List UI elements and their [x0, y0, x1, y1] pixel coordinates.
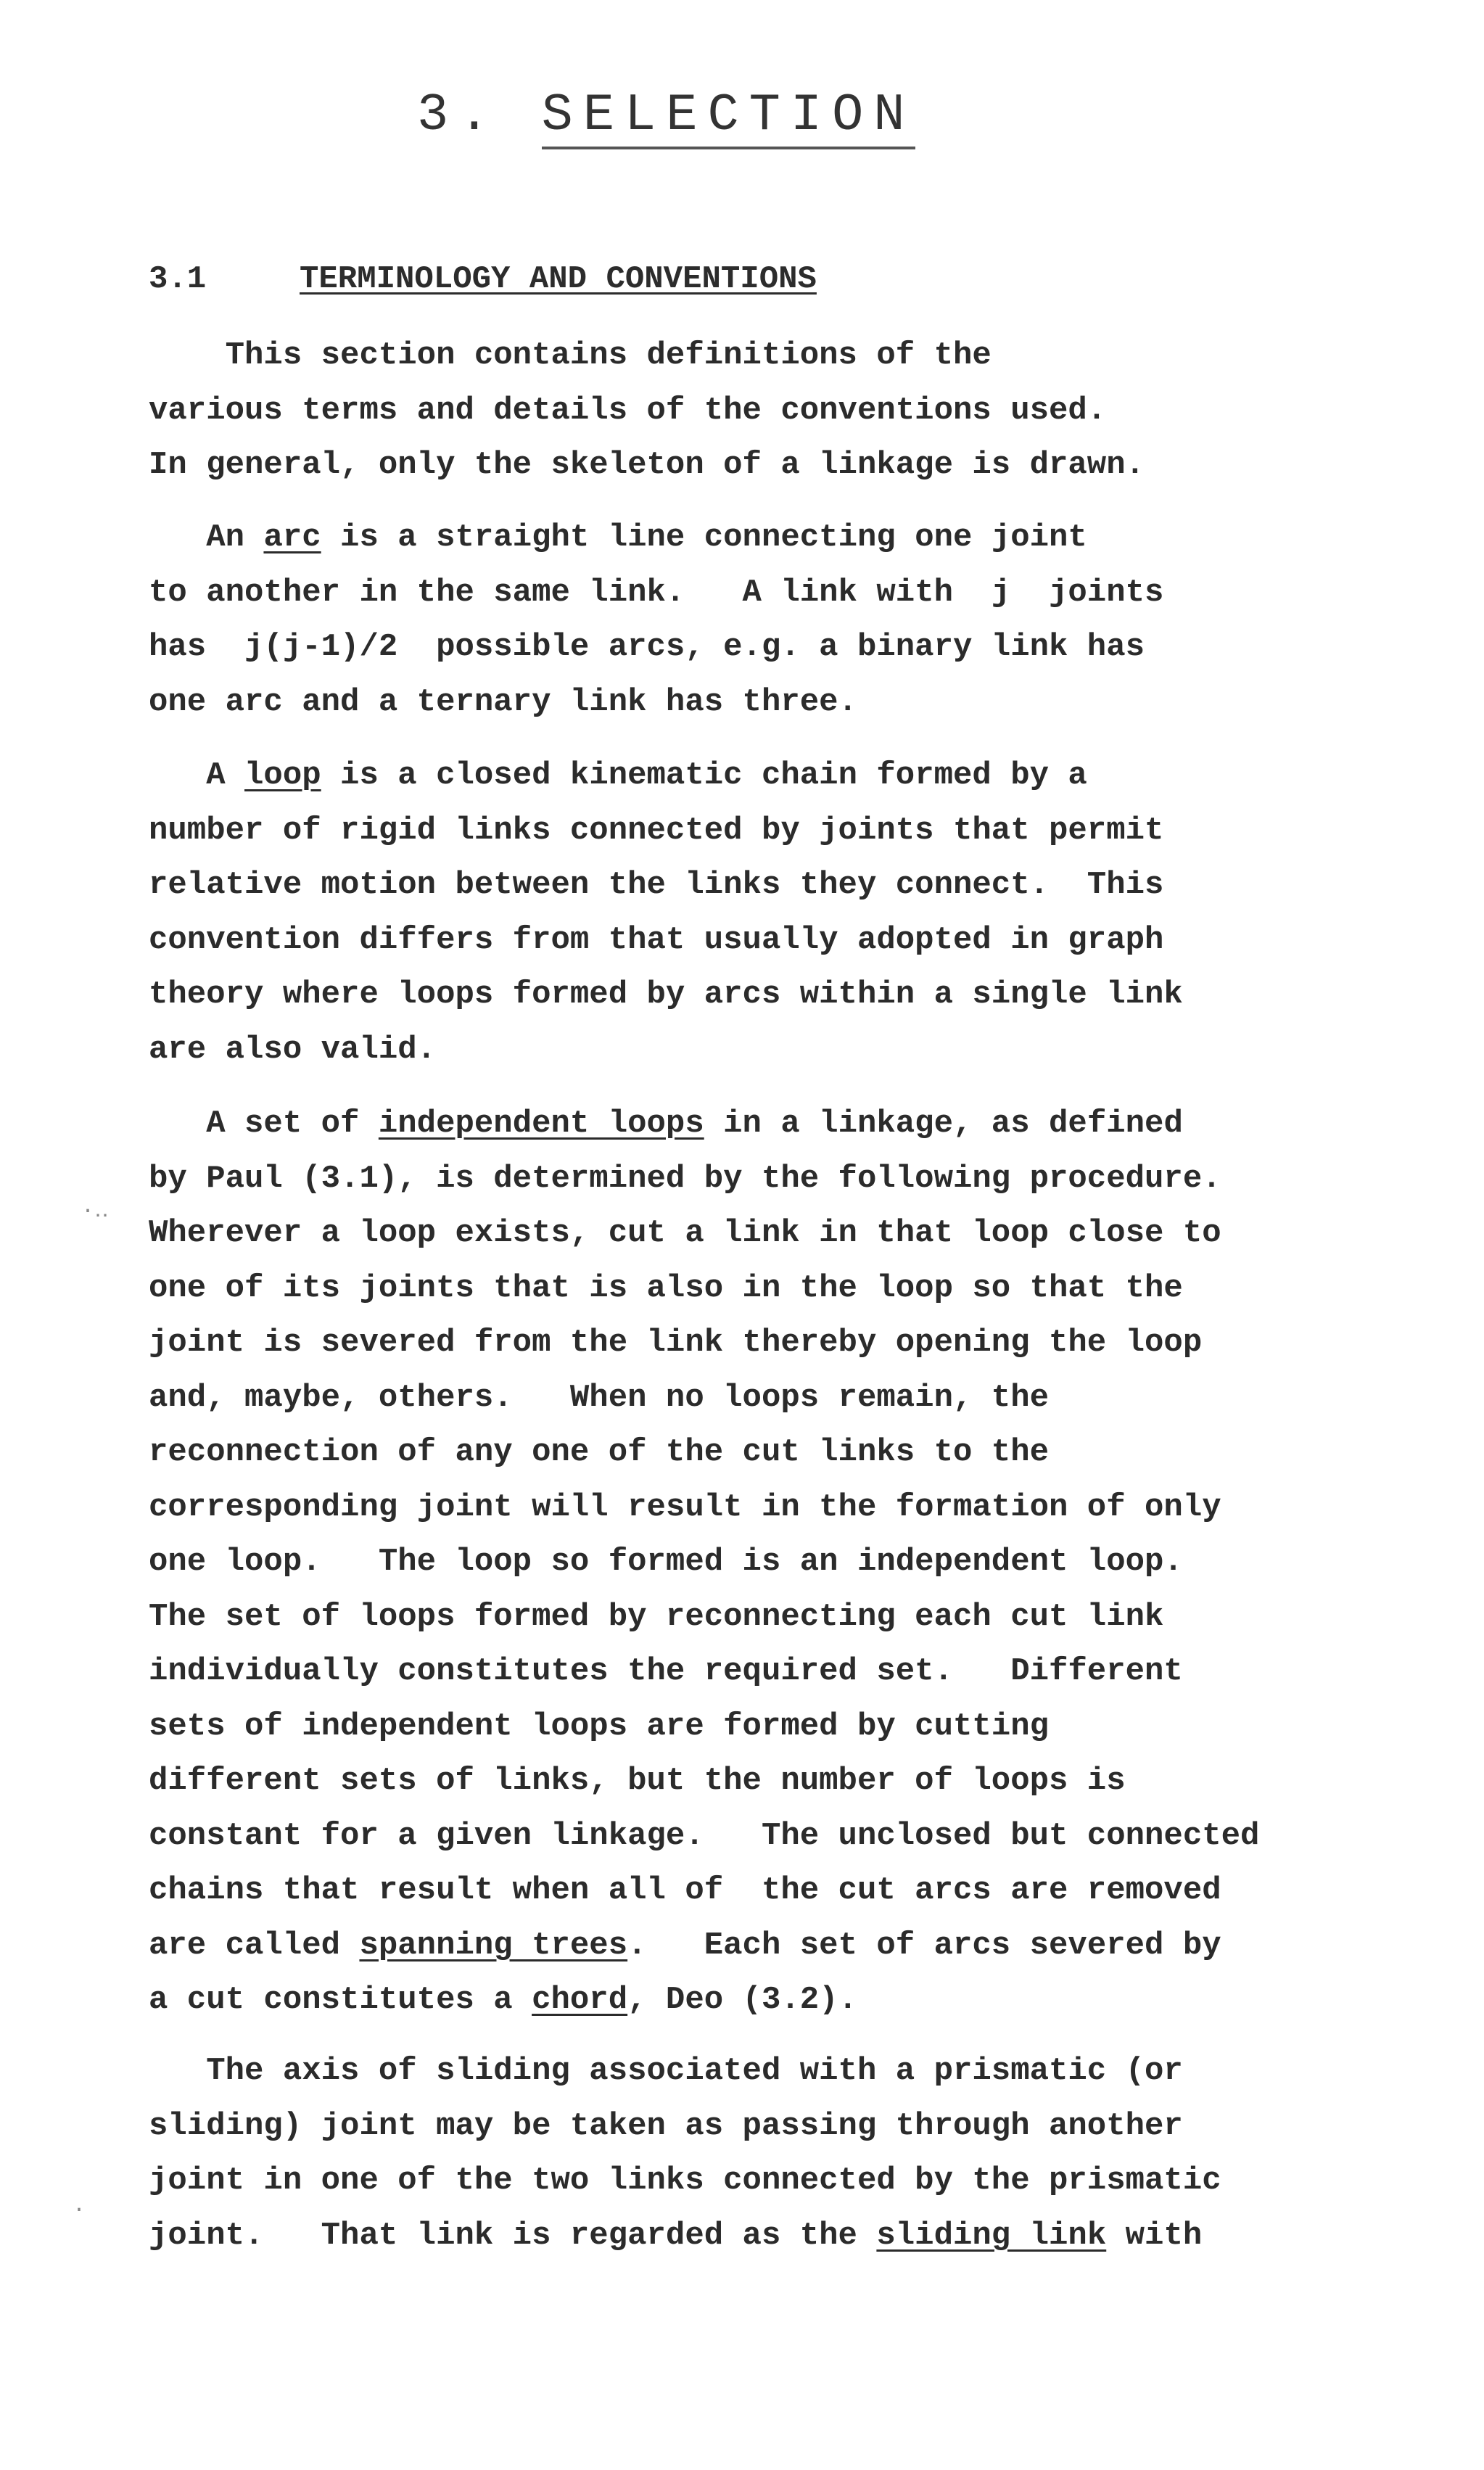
text-line: various terms and details of the conventions used.: [149, 392, 1107, 429]
term-loop: loop: [244, 757, 321, 794]
text-line: different sets of links, but the number of loops is: [149, 1763, 1126, 1799]
text-line: corresponding joint will result in the formation of only: [149, 1489, 1221, 1526]
scan-speck: ·: [73, 2198, 86, 2223]
term-chord: chord: [532, 1982, 628, 2018]
text-line: An: [149, 519, 264, 556]
text-line: one arc and a ternary link has three.: [149, 683, 857, 720]
text-line: . Each set of arcs severed by: [627, 1927, 1221, 1964]
text-line: one of its joints that is also in the loop so that the: [149, 1269, 1183, 1306]
text-line: , Deo (3.2).: [627, 1982, 857, 2018]
term-sliding-link: sliding link: [876, 2217, 1107, 2254]
paragraph-intro: [149, 329, 1145, 493]
term-arc: arc: [263, 519, 321, 556]
term-spanning-trees: spanning trees: [359, 1927, 628, 1964]
chapter-title: SELECTION: [542, 86, 915, 149]
text-line: number of rigid links connected by joints that permit: [149, 812, 1164, 849]
text-line: reconnection of any one of the cut links to the: [149, 1434, 1050, 1470]
text-line: to another in the same link. A link with j joints: [149, 574, 1164, 611]
text-line: a cut constitutes a: [149, 1982, 532, 2018]
text-line: chains that result when all of the cut arcs are removed: [149, 1872, 1221, 1909]
text-line: convention differs from that usually adopted in graph: [149, 921, 1164, 958]
scan-speck: ·‥: [81, 1199, 110, 1224]
text-line: with: [1106, 2217, 1203, 2254]
text-line: is a closed kinematic chain formed by a: [321, 757, 1087, 794]
text-line: Wherever a loop exists, cut a link in that loop close to: [149, 1215, 1221, 1251]
text-line: joint. That link is regarded as the: [149, 2217, 877, 2254]
paragraph-prismatic-joint: [149, 2044, 1221, 2263]
text-line: by Paul (3.1), is determined by the following procedure.: [149, 1160, 1221, 1197]
section-title: TERMINOLOGY AND CONVENTIONS: [300, 261, 817, 297]
section-number: 3.1: [149, 261, 207, 297]
text-line: has j(j-1)/2 possible arcs, e.g. a binary link has: [149, 629, 1145, 665]
text-line: The set of loops formed by reconnecting each cut link: [149, 1598, 1164, 1635]
text-line: In general, only the skeleton of a linkage is drawn.: [149, 447, 1145, 483]
text-line: relative motion between the links they connect. This: [149, 867, 1164, 903]
text-line: are also valid.: [149, 1031, 437, 1068]
text-line: constant for a given linkage. The unclosed but connected: [149, 1817, 1260, 1854]
paragraph-loop: [149, 749, 1183, 1077]
text-line: joint is severed from the link thereby opening the loop: [149, 1325, 1203, 1361]
text-line: joint in one of the two links connected by the prismatic: [149, 2162, 1221, 2199]
text-line: is a straight line connecting one joint: [321, 519, 1087, 556]
chapter-number: 3.: [417, 86, 500, 145]
text-line: sets of independent loops are formed by cutting: [149, 1708, 1050, 1745]
text-line: A: [149, 757, 245, 794]
term-independent-loops: independent loops: [378, 1106, 704, 1142]
paragraph-independent-loops: [149, 1097, 1259, 2028]
text-line: individually constitutes the required set. Different: [149, 1653, 1183, 1689]
section-heading: [149, 261, 817, 297]
text-line: A set of: [149, 1106, 379, 1142]
text-line: and, maybe, others. When no loops remain, the: [149, 1379, 1050, 1416]
text-line: sliding) joint may be taken as passing through another: [149, 2107, 1183, 2144]
paragraph-arc: [149, 511, 1163, 730]
chapter-heading: [417, 86, 915, 145]
text-line: The axis of sliding associated with a prismatic (or: [149, 2053, 1183, 2089]
text-line: This section contains definitions of the: [149, 337, 992, 374]
text-line: in a linkage, as defined: [704, 1106, 1183, 1142]
text-line: are called: [149, 1927, 360, 1964]
text-line: theory where loops formed by arcs within a single link: [149, 976, 1183, 1013]
text-line: one loop. The loop so formed is an independent loop.: [149, 1544, 1183, 1580]
